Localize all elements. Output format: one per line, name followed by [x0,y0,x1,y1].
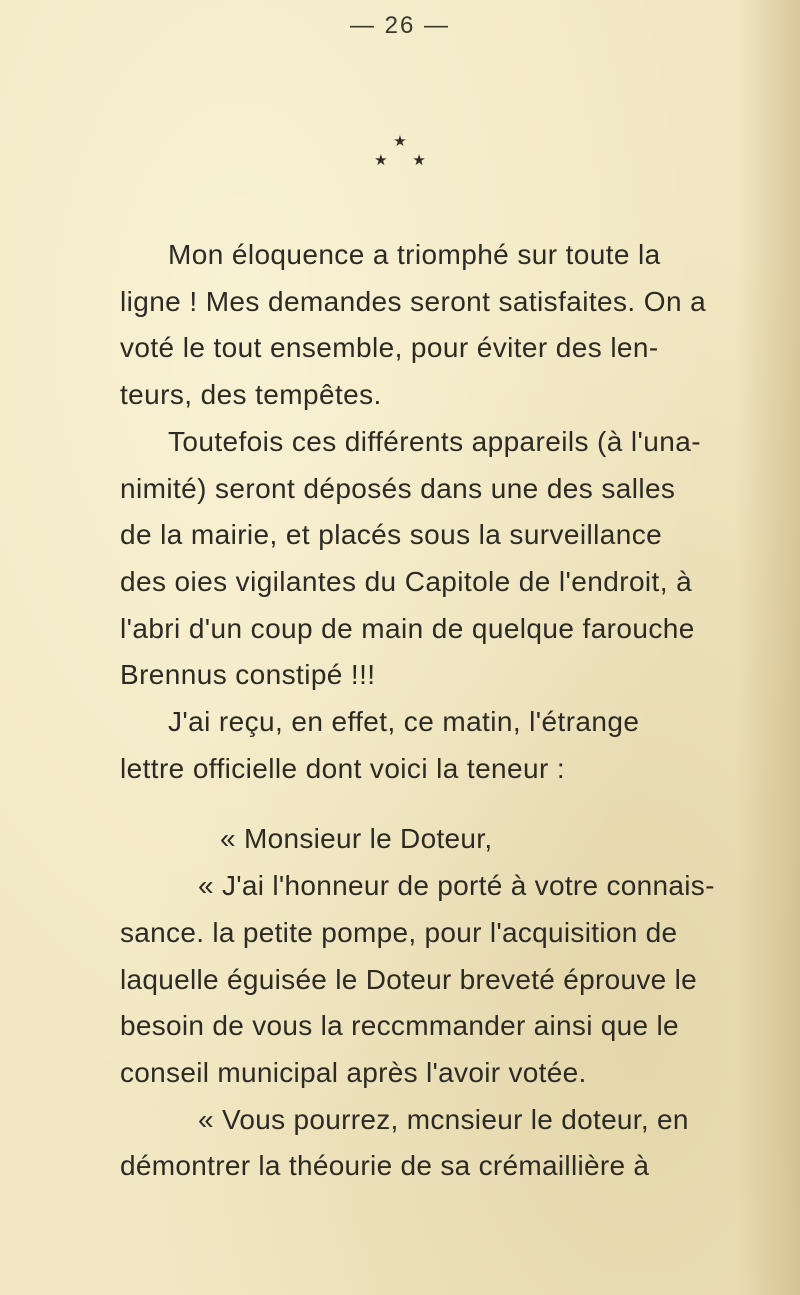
text-line: Toutefois ces différents appareils (à l'una- [168,425,701,457]
star-icon: ★ [393,132,407,150]
text-line: des oies vigilantes du Capitole de l'endroit, à [120,565,693,597]
letter-salutation: « Monsieur le Doteur, [220,823,493,855]
letter-line: besoin de vous la reccmmander ainsi que le [120,1010,679,1042]
text-line: Brennus constipé !!! [120,659,376,691]
text-line: voté le tout ensemble, pour éviter des len- [120,332,659,364]
text-line: de la mairie, et placés sous la surveillance [120,519,663,551]
letter-line: laquelle éguisée le Doteur breveté éprouve le [120,963,697,995]
text-line: nimité) seront déposés dans une des salles [120,472,676,504]
text-line: J'ai reçu, en effet, ce matin, l'étrange [168,706,640,738]
quoted-letter [120,816,760,1190]
text-line: l'abri d'un coup de main de quelque farouche [120,612,695,644]
letter-line: conseil municipal après l'avoir votée. [120,1056,587,1088]
page-number: — 26 — [349,12,451,39]
text-line: teurs, des tempêtes. [120,379,382,411]
paragraph-gap [120,792,760,816]
text-line: lettre officielle dont voici la teneur : [120,752,566,784]
letter-line: sance. la petite pompe, pour l'acquisition de [120,916,678,948]
text-line: Mon éloquence a triomphé sur toute la [168,239,661,270]
letter-line: « J'ai l'honneur de porté à votre connais- [198,870,715,902]
letter-line: démontrer la théourie de sa crémaillière à [120,1150,650,1182]
letter-line: « Vous pourrez, mcnsieur le doteur, en [198,1103,689,1135]
double-star-icon: ★ ★ [374,151,436,169]
page-text [120,232,760,1190]
asterism-ornament [0,134,800,168]
text-line: ligne ! Mes demandes seront satisfaites. On a [120,285,707,317]
